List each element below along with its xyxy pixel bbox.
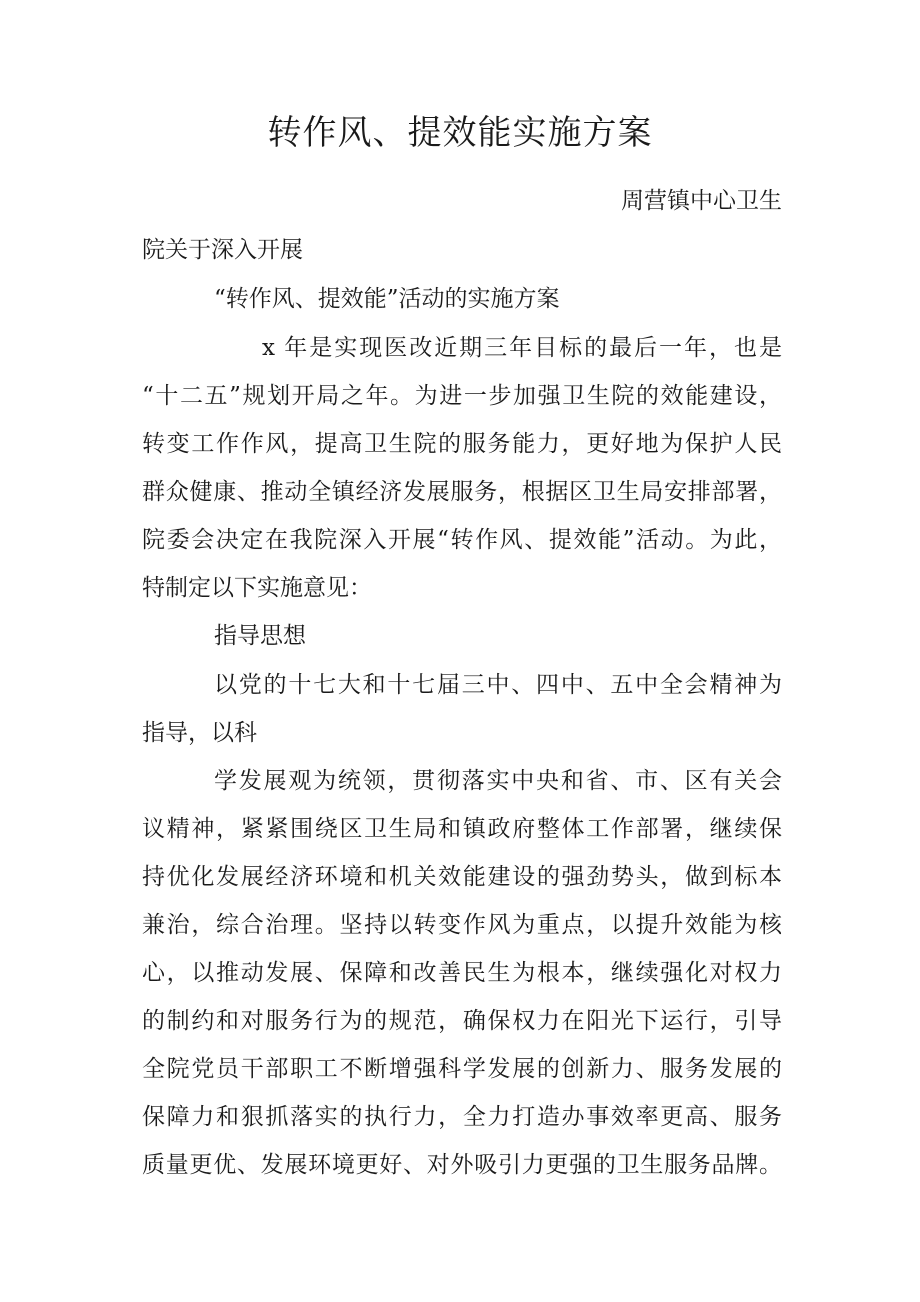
intro-line: 特制定以下实施意见： [142,575,372,601]
subtitle: “转作风、提效能”活动的实施方案 [214,286,560,312]
intro-line: 群众健康、推动全镇经济发展服务，根据区卫生局安排部署， [142,479,782,505]
guiding-line: 质量更优、发展环境更好、对外吸引力更强的卫生服务品牌。 [142,1152,782,1178]
guiding-line: 的制约和对服务行为的规范，确保权力在阳光下运行，引导 [142,1008,782,1034]
guiding-line: 全院党员干部职工不断增强科学发展的创新力、服务发展的 [142,1056,782,1082]
guiding-line: 以党的十七大和十七届三中、四中、五中全会精神为 [214,672,782,698]
guiding-line: 保障力和狠抓落实的执行力，全力打造办事效率更高、服务 [142,1104,782,1130]
document-title: 转作风、提效能实施方案 [267,113,653,153]
org-line-1: 周营镇中心卫生 [621,188,782,214]
intro-line: 转变工作作风，提高卫生院的服务能力，更好地为保护人民 [142,431,782,457]
intro-line: “十二五”规划开局之年。为进一步加强卫生院的效能建设， [142,383,782,409]
guiding-line: 持优化发展经济环境和机关效能建设的强劲势头，做到标本 [142,864,782,890]
section-heading: 指导思想 [214,623,306,649]
org-line-2: 院关于深入开展 [142,237,303,263]
guiding-line: 议精神，紧紧围绕区卫生局和镇政府整体工作部署，继续保 [142,816,782,842]
guiding-line: 指导，以科 [142,720,257,746]
guiding-line: 心，以推动发展、保障和改善民生为根本，继续强化对权力 [142,960,782,986]
intro-line: x 年是实现医改近期三年目标的最后一年，也是 [262,335,782,361]
intro-line: 院委会决定在我院深入开展“转作风、提效能”活动。为此， [142,527,782,553]
guiding-line: 兼治，综合治理。坚持以转变作风为重点，以提升效能为核 [142,912,782,938]
guiding-line: 学发展观为统领，贯彻落实中央和省、市、区有关会 [214,768,782,794]
